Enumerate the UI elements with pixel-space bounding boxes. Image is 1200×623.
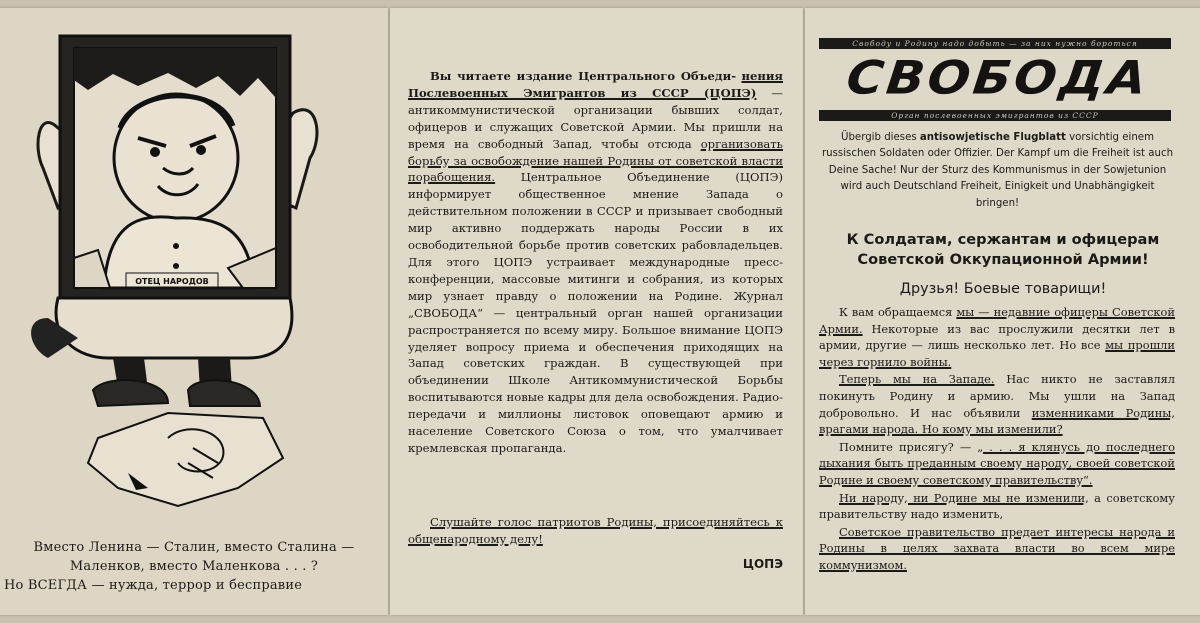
leaflet-panel <box>805 8 1200 615</box>
appeal-span: К вам обращаемся <box>839 305 957 319</box>
closing-appeal <box>408 514 783 548</box>
appeal-span: мы прошли через горнило войны. <box>819 338 1175 369</box>
appeal-span: а советскому правительству надо изменить, <box>819 490 1175 522</box>
caption-line: Маленков, вместо Маленкова . . . ? <box>69 559 319 574</box>
banner-slogan: Свободу и Родину надо добыть — за них нужно бороться <box>819 38 1171 49</box>
caricature-illustration <box>18 18 378 528</box>
appeal-span: Советское правительство предает интересы народа и Родины в целях захвата власти во всем мире коммунизмом. <box>819 524 1175 572</box>
intro-text: нения Послевоенных Эмигрантов из СССР (ЦОПЭ) <box>408 69 783 100</box>
appeal-span: мы — недавние офицеры Советской Армии. <box>819 305 1175 336</box>
appeal-text <box>819 304 1175 575</box>
appeal-span: изменниками Родины, врагами народа. Но кому мы изменили? <box>819 405 1175 437</box>
greeting: Друзья! Боевые товарищи! <box>899 281 1107 297</box>
text-panel <box>390 8 803 615</box>
masthead-banner <box>819 38 1171 122</box>
portrait-label: ОТЕЦ НАРОДОВ <box>135 277 209 286</box>
caption-line: Вместо Ленина — Сталин, вместо Сталина — <box>33 540 355 555</box>
german-text: antisowjetische Flugblatt <box>919 132 1066 143</box>
german-text: vorsichtig einem russischen Soldaten oder Offizier. Der Kampf um die Freiheit ist auch Deine Sache! Nur der Sturz des Kommunismus in der Sowjetunion wird auch Deutschland Freiheit, Einigkeit und Unabhängigkeit bringen! <box>821 132 1174 209</box>
appeal-span: Нас никто не заставлял покинуть Родину и армию. Мы ушли на Запад добровольно. И нас объявили <box>819 372 1175 420</box>
appeal-heading <box>813 230 1193 270</box>
organization-text <box>408 68 783 457</box>
banner-subtitle: Орган послевоенных эмигрантов из СССР <box>819 110 1171 121</box>
intro-text: — антикоммунистической организации бывших солдат, офицеров и служащих Советской Армии. Мы пришли на время на свободный Запад, чтобы отсюда <box>408 85 783 151</box>
intro-text: Центральное Объединение (ЦОПЭ) информирует общественное мнение Запада о действительном положении в СССР и призывает свободный мир активно поддержать народы России в их освободительной борьбе против советских рабовладельцев. Для этого ЦОПЭ устраивает международные пресс-конференции, массовые митинги и собрания, из которых мир узнает правду о положении на Родине. Журнал „СВОБОДА“ — центральный орган нашей организации распространяется по всему миру. Большое внимание ЦОПЭ уделяет вопросу приема и обеспечения приходящих на Запад советских граждан. В существующей при объединении Школе Антикоммунистической Борьбы воспитываются новые кадры для дела освобождения. Радио-передачи и миллионы листовок оповещают армию и население Советского Союза о том, что умалчивает кремлевская пропаганда. <box>408 170 783 455</box>
german-text: Übergib dieses <box>841 132 920 143</box>
intro-text: организовать борьбу за освобождение нашей Родины от советской власти порабощения. <box>408 136 783 185</box>
intro-text: Вы читаете издание Центрального Объеди- <box>430 69 737 83</box>
appeal-span: Ни народу, ни Родине мы не изменили, <box>839 490 1089 505</box>
heading-line: К Солдатам, сержантам и офицерам <box>846 231 1160 248</box>
appeal-span: „ . . . я клянусь до последнего дыхания быть преданным своему народу, своей советской Родине и своему советскому правительству“. <box>819 439 1175 487</box>
appeal-span: Помните присягу? — <box>839 439 978 454</box>
heading-line: Советской Оккупационной Армии! <box>857 251 1149 268</box>
closing-text: Слушайте голос патриотов Родины, присоединяйтесь к общенародному делу! <box>408 515 783 546</box>
masthead-title: СВОБОДА <box>843 51 1153 105</box>
appeal-span: Некоторые из вас прослужили десятки лет в армии, другие — лишь несколько лет. Но все <box>819 321 1175 353</box>
cartoon-panel <box>0 8 388 615</box>
german-notice <box>819 130 1176 212</box>
cartoon-caption <box>0 538 388 595</box>
signature: ЦОПЭ <box>742 557 783 571</box>
appeal-span: Теперь мы на Западе. <box>839 372 995 387</box>
caption-line: Но ВСЕГДА — нужда, террор и бесправие <box>4 578 303 593</box>
